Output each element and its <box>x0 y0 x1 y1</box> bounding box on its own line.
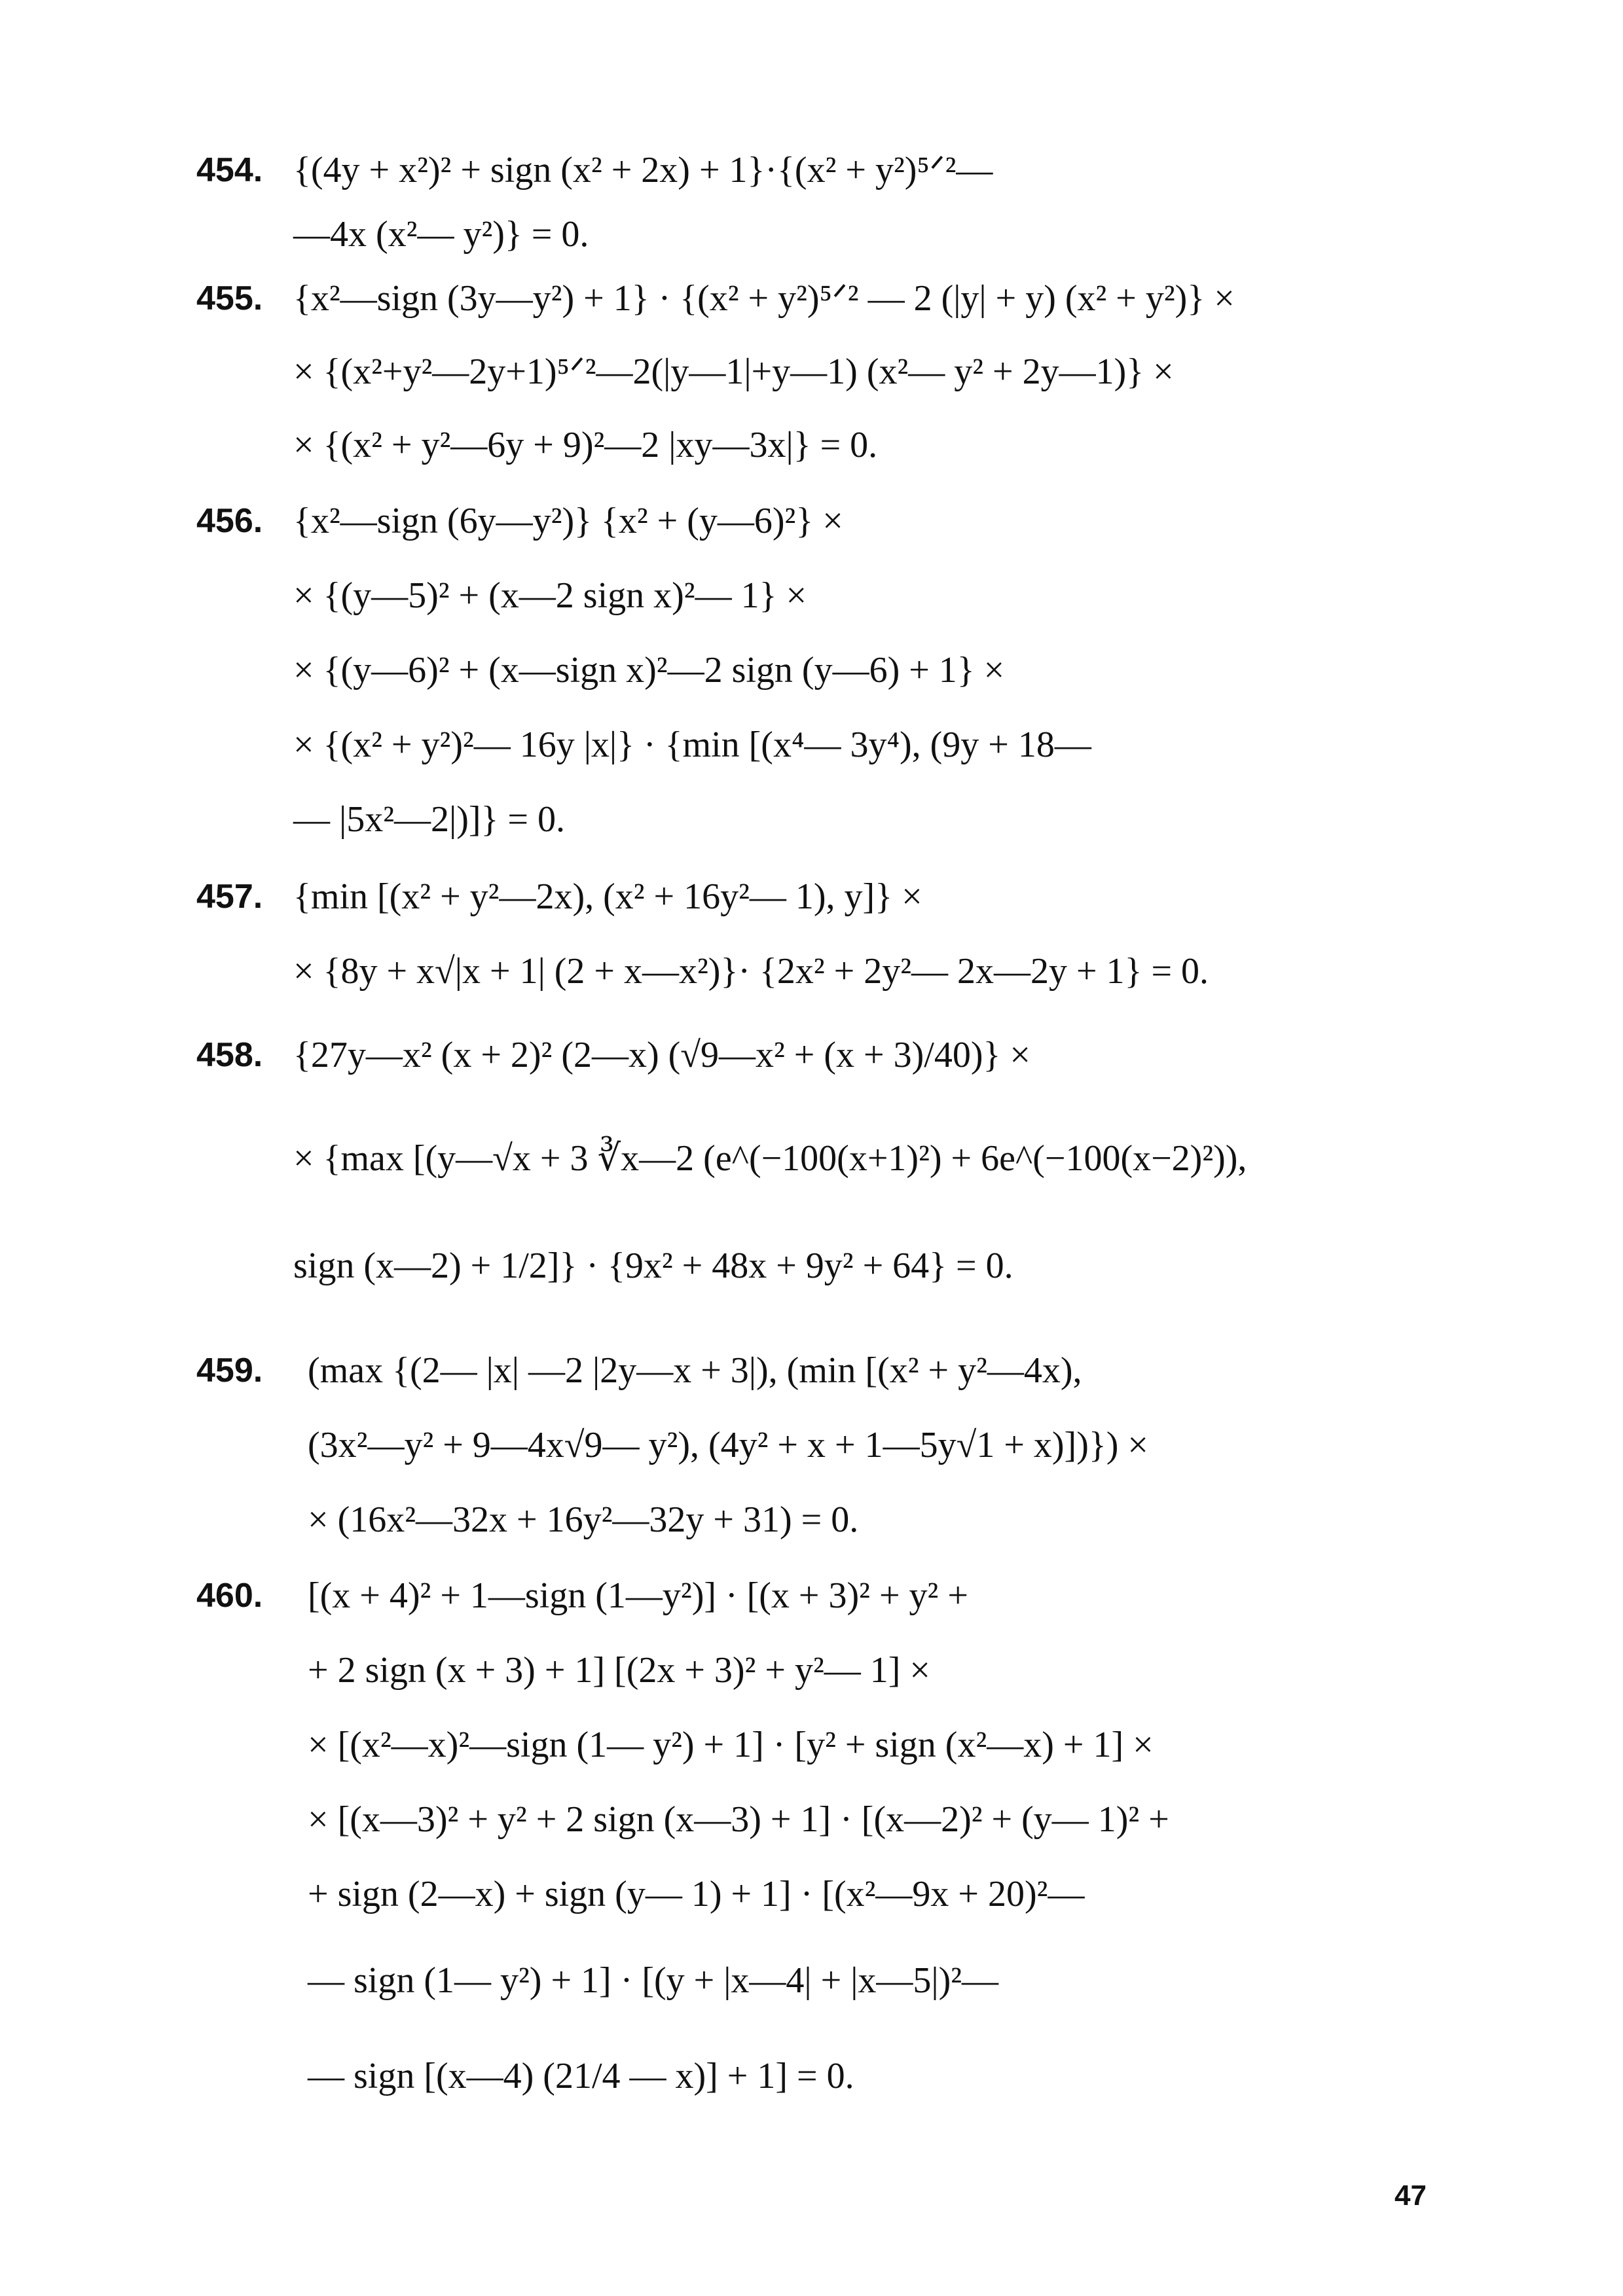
formula-line: (max {(2— |x| —2 |2y—x + 3|), (min [(x² + y²—4x), <box>308 1350 1082 1391</box>
problem-number: 460. <box>196 1577 263 1615</box>
formula-line: {x²—sign (3y—y²) + 1} · {(x² + y²)⁵ᐟ² — 2 (|y| + y) (x² + y²)} × <box>293 278 1235 319</box>
formula-line: × (16x²—32x + 16y²—32y + 31) = 0. <box>308 1499 859 1540</box>
formula-line: + 2 sign (x + 3) + 1] [(2x + 3)² + y²— 1] × <box>308 1650 930 1691</box>
formula-line: [(x + 4)² + 1—sign (1—y²)] · [(x + 3)² + y² + <box>308 1575 968 1616</box>
problem-number: 454. <box>196 151 263 189</box>
formula-line: × [(x²—x)²—sign (1— y²) + 1] · [y² + sign (x²—x) + 1] × <box>308 1725 1154 1765</box>
formula-line: × [(x—3)² + y² + 2 sign (x—3) + 1] · [(x—2)² + (y— 1)² + <box>308 1799 1169 1840</box>
formula-line: — |5x²—2|)]} = 0. <box>293 799 565 840</box>
formula-line: {min [(x² + y²—2x), (x² + 16y²— 1), y]} × <box>293 876 922 917</box>
formula-line: × {max [(y—√x + 3 ∛x—2 (e^(−100(x+1)²) + 6e^(−100(x−2)²)), <box>293 1138 1247 1179</box>
problem-number: 457. <box>196 878 263 916</box>
formula-line: sign (x—2) + 1/2]} · {9x² + 48x + 9y² + 64} = 0. <box>293 1246 1013 1286</box>
formula-line: — sign [(x—4) (21/4 — x)] + 1] = 0. <box>308 2056 854 2096</box>
formula-line: × {(x²+y²—2y+1)⁵ᐟ²—2(|y—1|+y—1) (x²— y² + 2y—1)} × <box>293 351 1174 392</box>
formula-line: — sign (1— y²) + 1] · [(y + |x—4| + |x—5|)²— <box>308 1960 999 2001</box>
problem-number: 455. <box>196 279 263 317</box>
problem-number: 456. <box>196 502 263 540</box>
formula-line: × {(y—6)² + (x—sign x)²—2 sign (y—6) + 1} × <box>293 650 1005 691</box>
formula-line: × {(x² + y²—6y + 9)²—2 |xy—3x|} = 0. <box>293 425 878 465</box>
formula-line: × {8y + x√|x + 1| (2 + x—x²)}· {2x² + 2y²— 2x—2y + 1} = 0. <box>293 951 1209 992</box>
page-number: 47 <box>1395 2179 1427 2212</box>
formula-line: (3x²—y² + 9—4x√9— y²), (4y² + x + 1—5y√1 + x)])}) × <box>308 1425 1148 1465</box>
formula-line: × {(y—5)² + (x—2 sign x)²— 1} × <box>293 575 807 616</box>
formula-line: {x²—sign (6y—y²)} {x² + (y—6)²} × <box>293 501 843 541</box>
formula-line: {27y—x² (x + 2)² (2—x) (√9—x² + (x + 3)/40)} × <box>293 1035 1030 1075</box>
formula-line: + sign (2—x) + sign (y— 1) + 1] · [(x²—9x + 20)²— <box>308 1874 1085 1914</box>
problem-number: 458. <box>196 1036 263 1074</box>
problem-number: 459. <box>196 1352 263 1390</box>
formula-line: × {(x² + y²)²— 16y |x|} · {min [(x⁴— 3y⁴), (9y + 18— <box>293 725 1091 765</box>
formula-line: —4x (x²— y²)} = 0. <box>293 214 589 255</box>
formula-line: {(4y + x²)² + sign (x² + 2x) + 1}·{(x² + y²)⁵ᐟ²— <box>293 150 993 190</box>
